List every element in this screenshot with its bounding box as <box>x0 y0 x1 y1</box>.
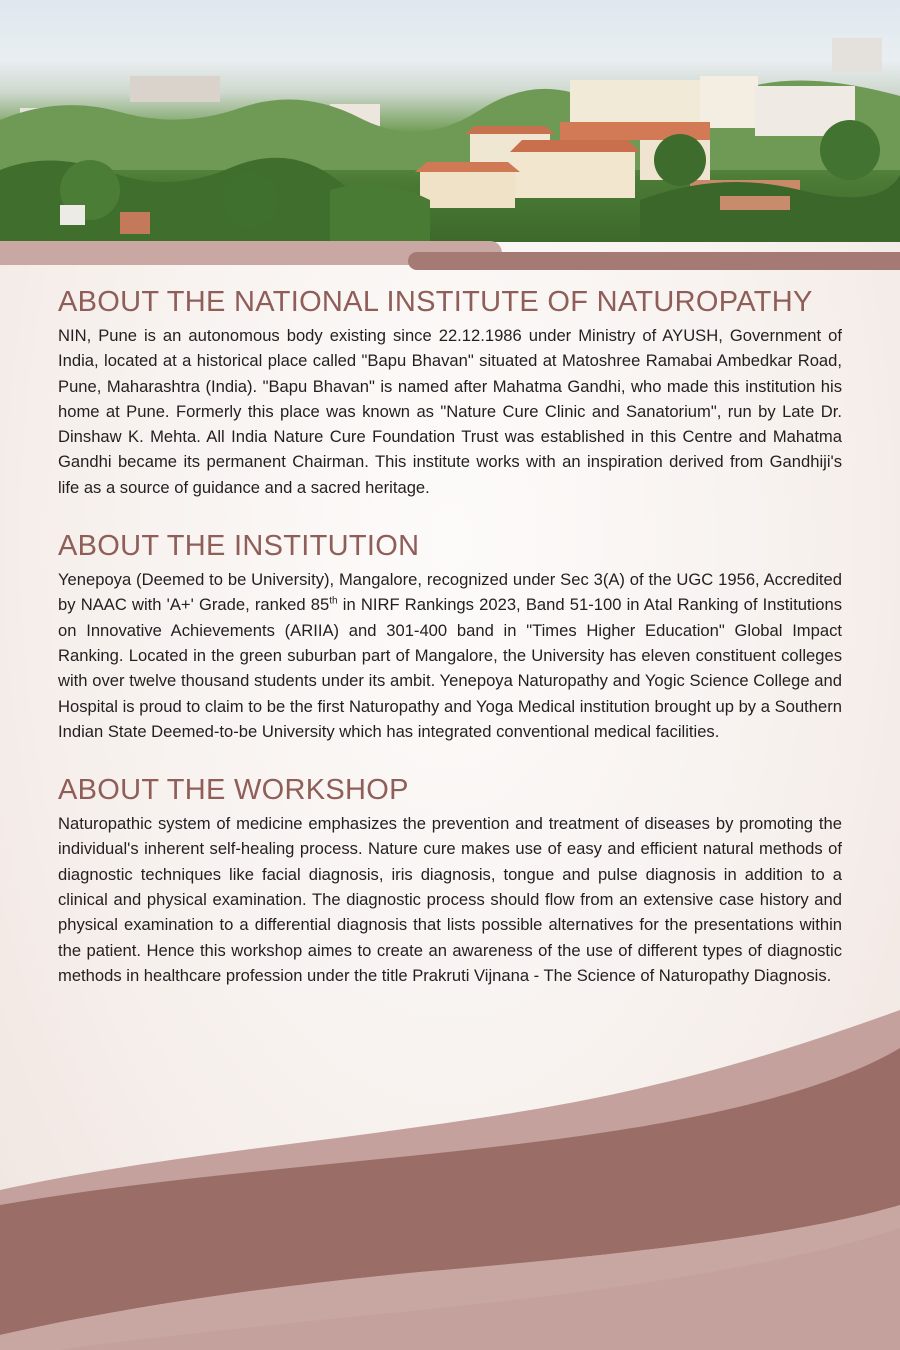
institution-body-part-1: Yenepoya (Deemed to be University), Mangalore, recognized under Sec 3(A) of the UGC 1956, Accredited by NAAC with 'A+' Grade, ranked 85 <box>58 570 842 615</box>
section-workshop <box>58 772 842 988</box>
section-institution <box>58 528 842 744</box>
ordinal-suffix: th <box>329 595 338 607</box>
campus-aerial-photo <box>0 0 900 242</box>
content-area <box>58 284 842 1016</box>
header-band-dark <box>408 252 900 270</box>
section-heading-institution: ABOUT THE INSTITUTION <box>58 530 420 563</box>
section-heading-workshop: ABOUT THE WORKSHOP <box>58 774 409 807</box>
section-nin <box>58 284 842 500</box>
section-body-institution <box>58 567 842 744</box>
campus-illustration <box>0 0 900 242</box>
section-body-nin: NIN, Pune is an autonomous body existing since 22.12.1986 under Ministry of AYUSH, Government of India, located at a historical place called "Bapu Bhavan" situated at Matoshree Ramabai Ambedkar Road, Pune, Maharashtra (India). "Bapu Bhavan" is named after Mahatma Gandhi, who made this institution his home at Pune. Formerly this place was known as "Nature Cure Clinic and Sanatorium", run by Late Dr. Dinshaw K. Mehta. All India Nature Cure Foundation Trust was established in this Centre and Mahatma Gandhi became its permanent Chairman. This institute works with an inspiration derived from Gandhiji's life as a source of guidance and a sacred heritage. <box>58 326 842 497</box>
bottom-wave-decoration <box>0 1000 900 1350</box>
section-heading-nin: ABOUT THE NATIONAL INSTITUTE OF NATUROPATHY <box>58 286 813 318</box>
institution-body-part-2: in NIRF Rankings 2023, Band 51-100 in Atal Ranking of Institutions on Innovative Achievements (ARIIA) and 301-400 band in "Times Higher Education" Global Impact Ranking. Located in the green suburban part of Mangalore, the University has eleven constituent colleges with over twelve thousand students under its ambit. Yenepoya Naturopathy and Yogic Science College and Hospital is proud to claim to be the first Naturopathy and Yoga Medical institution brought up by a Southern Indian State Deemed-to-be University which has integrated conventional medical facilities. <box>58 595 842 741</box>
section-body-workshop: Naturopathic system of medicine emphasizes the prevention and treatment of diseases by promoting the individual's inherent self-healing process. Nature cure makes use of easy and efficient natural methods of diagnostic techniques like facial diagnosis, iris diagnosis, tongue and pulse diagnosis in addition to a clinical and physical examination. The diagnostic process should flow from an extensive case history and physical examination to a differential diagnosis that lists possible alternatives for the presentations within the patient. Hence this workshop aimes to create an awareness of the use of different types of diagnostic methods in healthcare profession under the title Prakruti Vijnana - The Science of Naturopathy Diagnosis. <box>58 814 842 985</box>
